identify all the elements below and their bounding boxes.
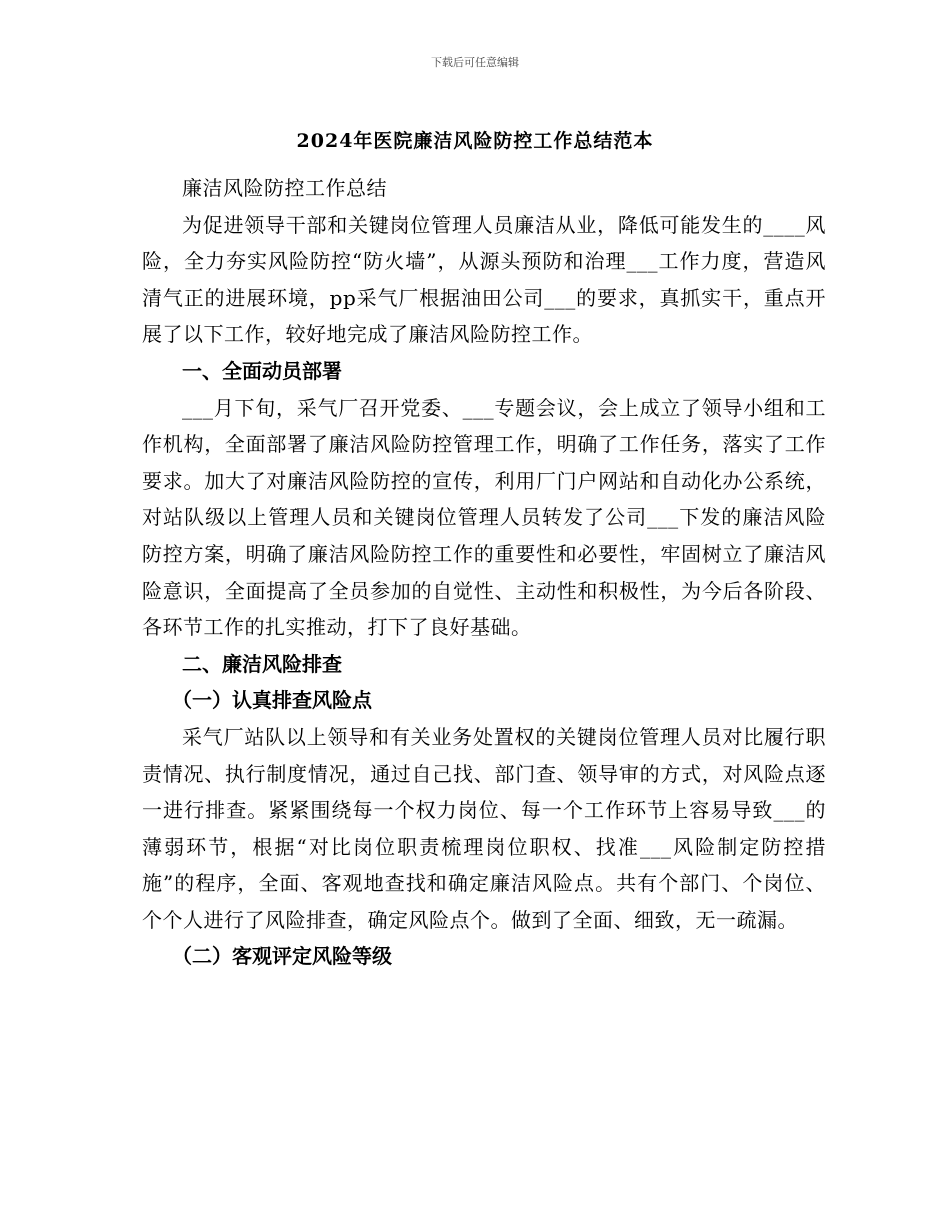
intro-paragraph: 为促进领导干部和关键岗位管理人员廉洁从业，降低可能发生的____风险，全力夯实风险防控“防火墙”，从源头预防和治理___工作力度，营造风清气正的进展环境，pp采气厂根据油田公司___的要求，真抓实干，重点开展了以下工作，较好地完成了廉洁风险防控工作。 <box>142 212 826 347</box>
page-header-note: 下载后可任意编辑 <box>431 56 519 69</box>
document-subtitle: 廉洁风险防控工作总结 <box>182 176 387 200</box>
section-1-paragraph: ___月下旬，采气厂召开党委、___专题会议，会上成立了领导小组和工作机构，全面部署了廉洁风险防控管理工作，明确了工作任务，落实了工作要求。加大了对廉洁风险防控的宣传，利用厂门户网站和自动化办公系统，对站队级以上管理人员和关键岗位管理人员转发了公司___下发的廉洁风险防控方案，明确了廉洁风险防控工作的重要性和必要性，牢固树立了廉洁风险意识，全面提高了全员参加的自觉性、主动性和积极性，为今后各阶段、各环节工作的扎实推动，打下了良好基础。 <box>142 395 826 640</box>
document-body <box>142 170 826 975</box>
section-2-2-heading: （二）客观评定风险等级 <box>172 944 392 969</box>
section-2-heading: 二、廉洁风险排查 <box>182 651 342 676</box>
document-title: 2024年医院廉洁风险防控工作总结范本 <box>296 130 654 152</box>
section-2-1-paragraph: 采气厂站队以上领导和有关业务处置权的关键岗位管理人员对比履行职责情况、执行制度情况，通过自己找、部门查、领导审的方式，对风险点逐一进行排查。紧紧围绕每一个权力岗位、每一个工作环节上容易导致___的薄弱环节，根据“对比岗位职责梳理岗位职权、找准___风险制定防控措施”的程序，全面、客观地查找和确定廉洁风险点。共有个部门、个岗位、个个人进行了风险排查，确定风险点个。做到了全面、细致，无一疏漏。 <box>142 724 826 932</box>
section-1-heading: 一、全面动员部署 <box>182 358 342 383</box>
section-2-1-heading: （一）认真排查风险点 <box>172 688 372 713</box>
